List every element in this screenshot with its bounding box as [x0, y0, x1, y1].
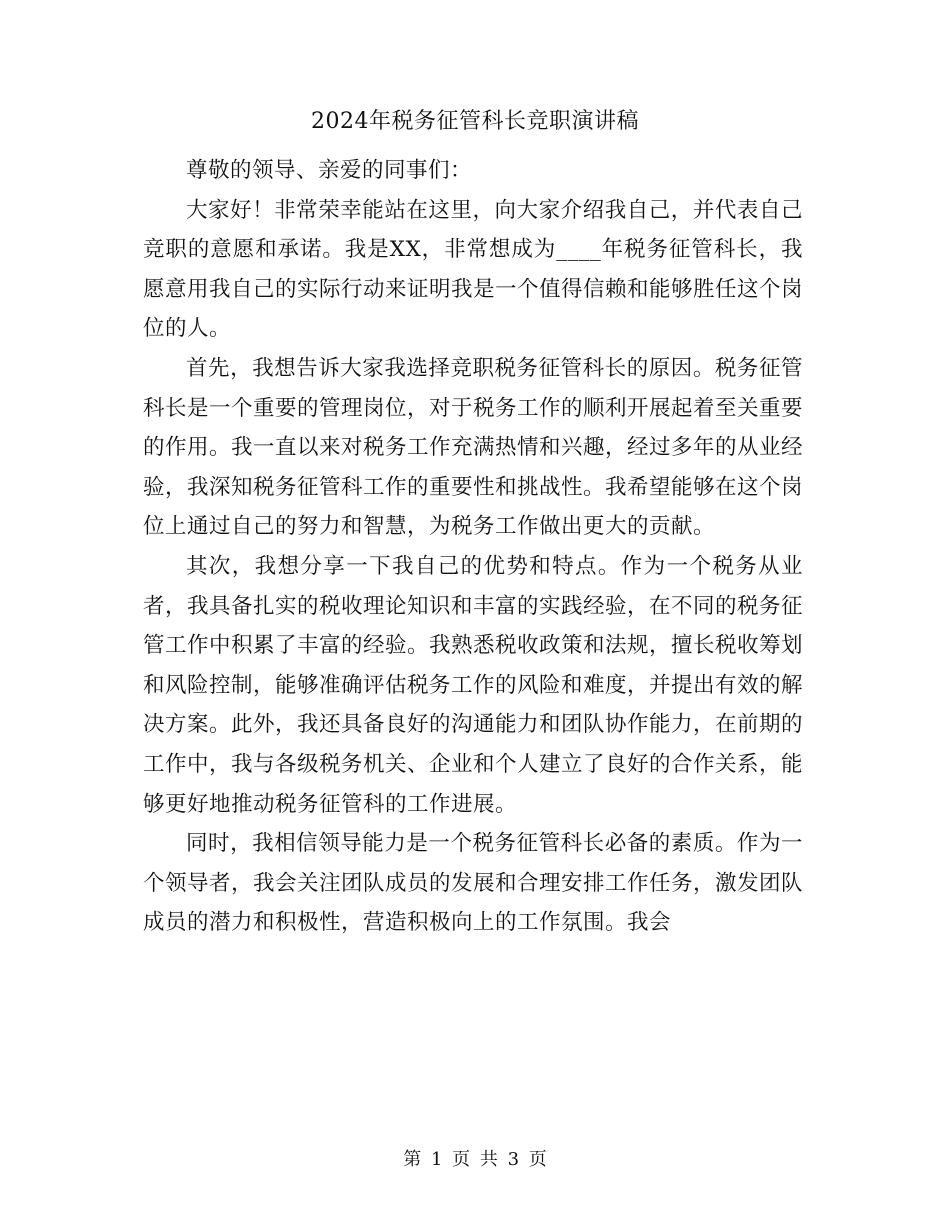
intro-paragraph: 大家好！非常荣幸能站在这里，向大家介绍我自己，并代表自己竞职的意愿和承诺。我是XX，非常想成为____年税务征管科长，我愿意用我自己的实际行动来证明我是一个值得信赖和能够胜任这个岗位的人。 [143, 197, 804, 342]
document-title: 2024年税务征管科长竞职演讲稿 [311, 109, 639, 134]
reason-paragraph: 首先，我想告诉大家我选择竞职税务征管科长的原因。税务征管科长是一个重要的管理岗位，对于税务工作的顺利开展起着至关重要的作用。我一直以来对税务工作充满热情和兴趣，经过多年的从业经验，我深知税务征管科工作的重要性和挑战性。我希望能够在这个岗位上通过自己的努力和智慧，为税务工作做出更大的贡献。 [143, 355, 804, 540]
document-body [143, 151, 803, 943]
page-number-footer: 第 1 页 共 3 页 [403, 1149, 547, 1170]
strengths-paragraph: 其次，我想分享一下我自己的优势和特点。作为一个税务从业者，我具备扎实的税收理论知识和丰富的实践经验，在不同的税务征管工作中积累了丰富的经验。我熟悉税收政策和法规，擅长税收筹划和风险控制，能够准确评估税务工作的风险和难度，并提出有效的解决方案。此外，我还具备良好的沟通能力和团队协作能力，在前期的工作中，我与各级税务机关、企业和个人建立了良好的合作关系，能够更好地推动税务征管科的工作进展。 [143, 553, 804, 817]
leadership-paragraph: 同时，我相信领导能力是一个税务征管科长必备的素质。作为一个领导者，我会关注团队成员的发展和合理安排工作任务，激发团队成员的潜力和积极性，营造积极向上的工作氛围。我会 [143, 831, 804, 936]
salutation-paragraph: 尊敬的领导、亲爱的同事们： [186, 158, 473, 183]
